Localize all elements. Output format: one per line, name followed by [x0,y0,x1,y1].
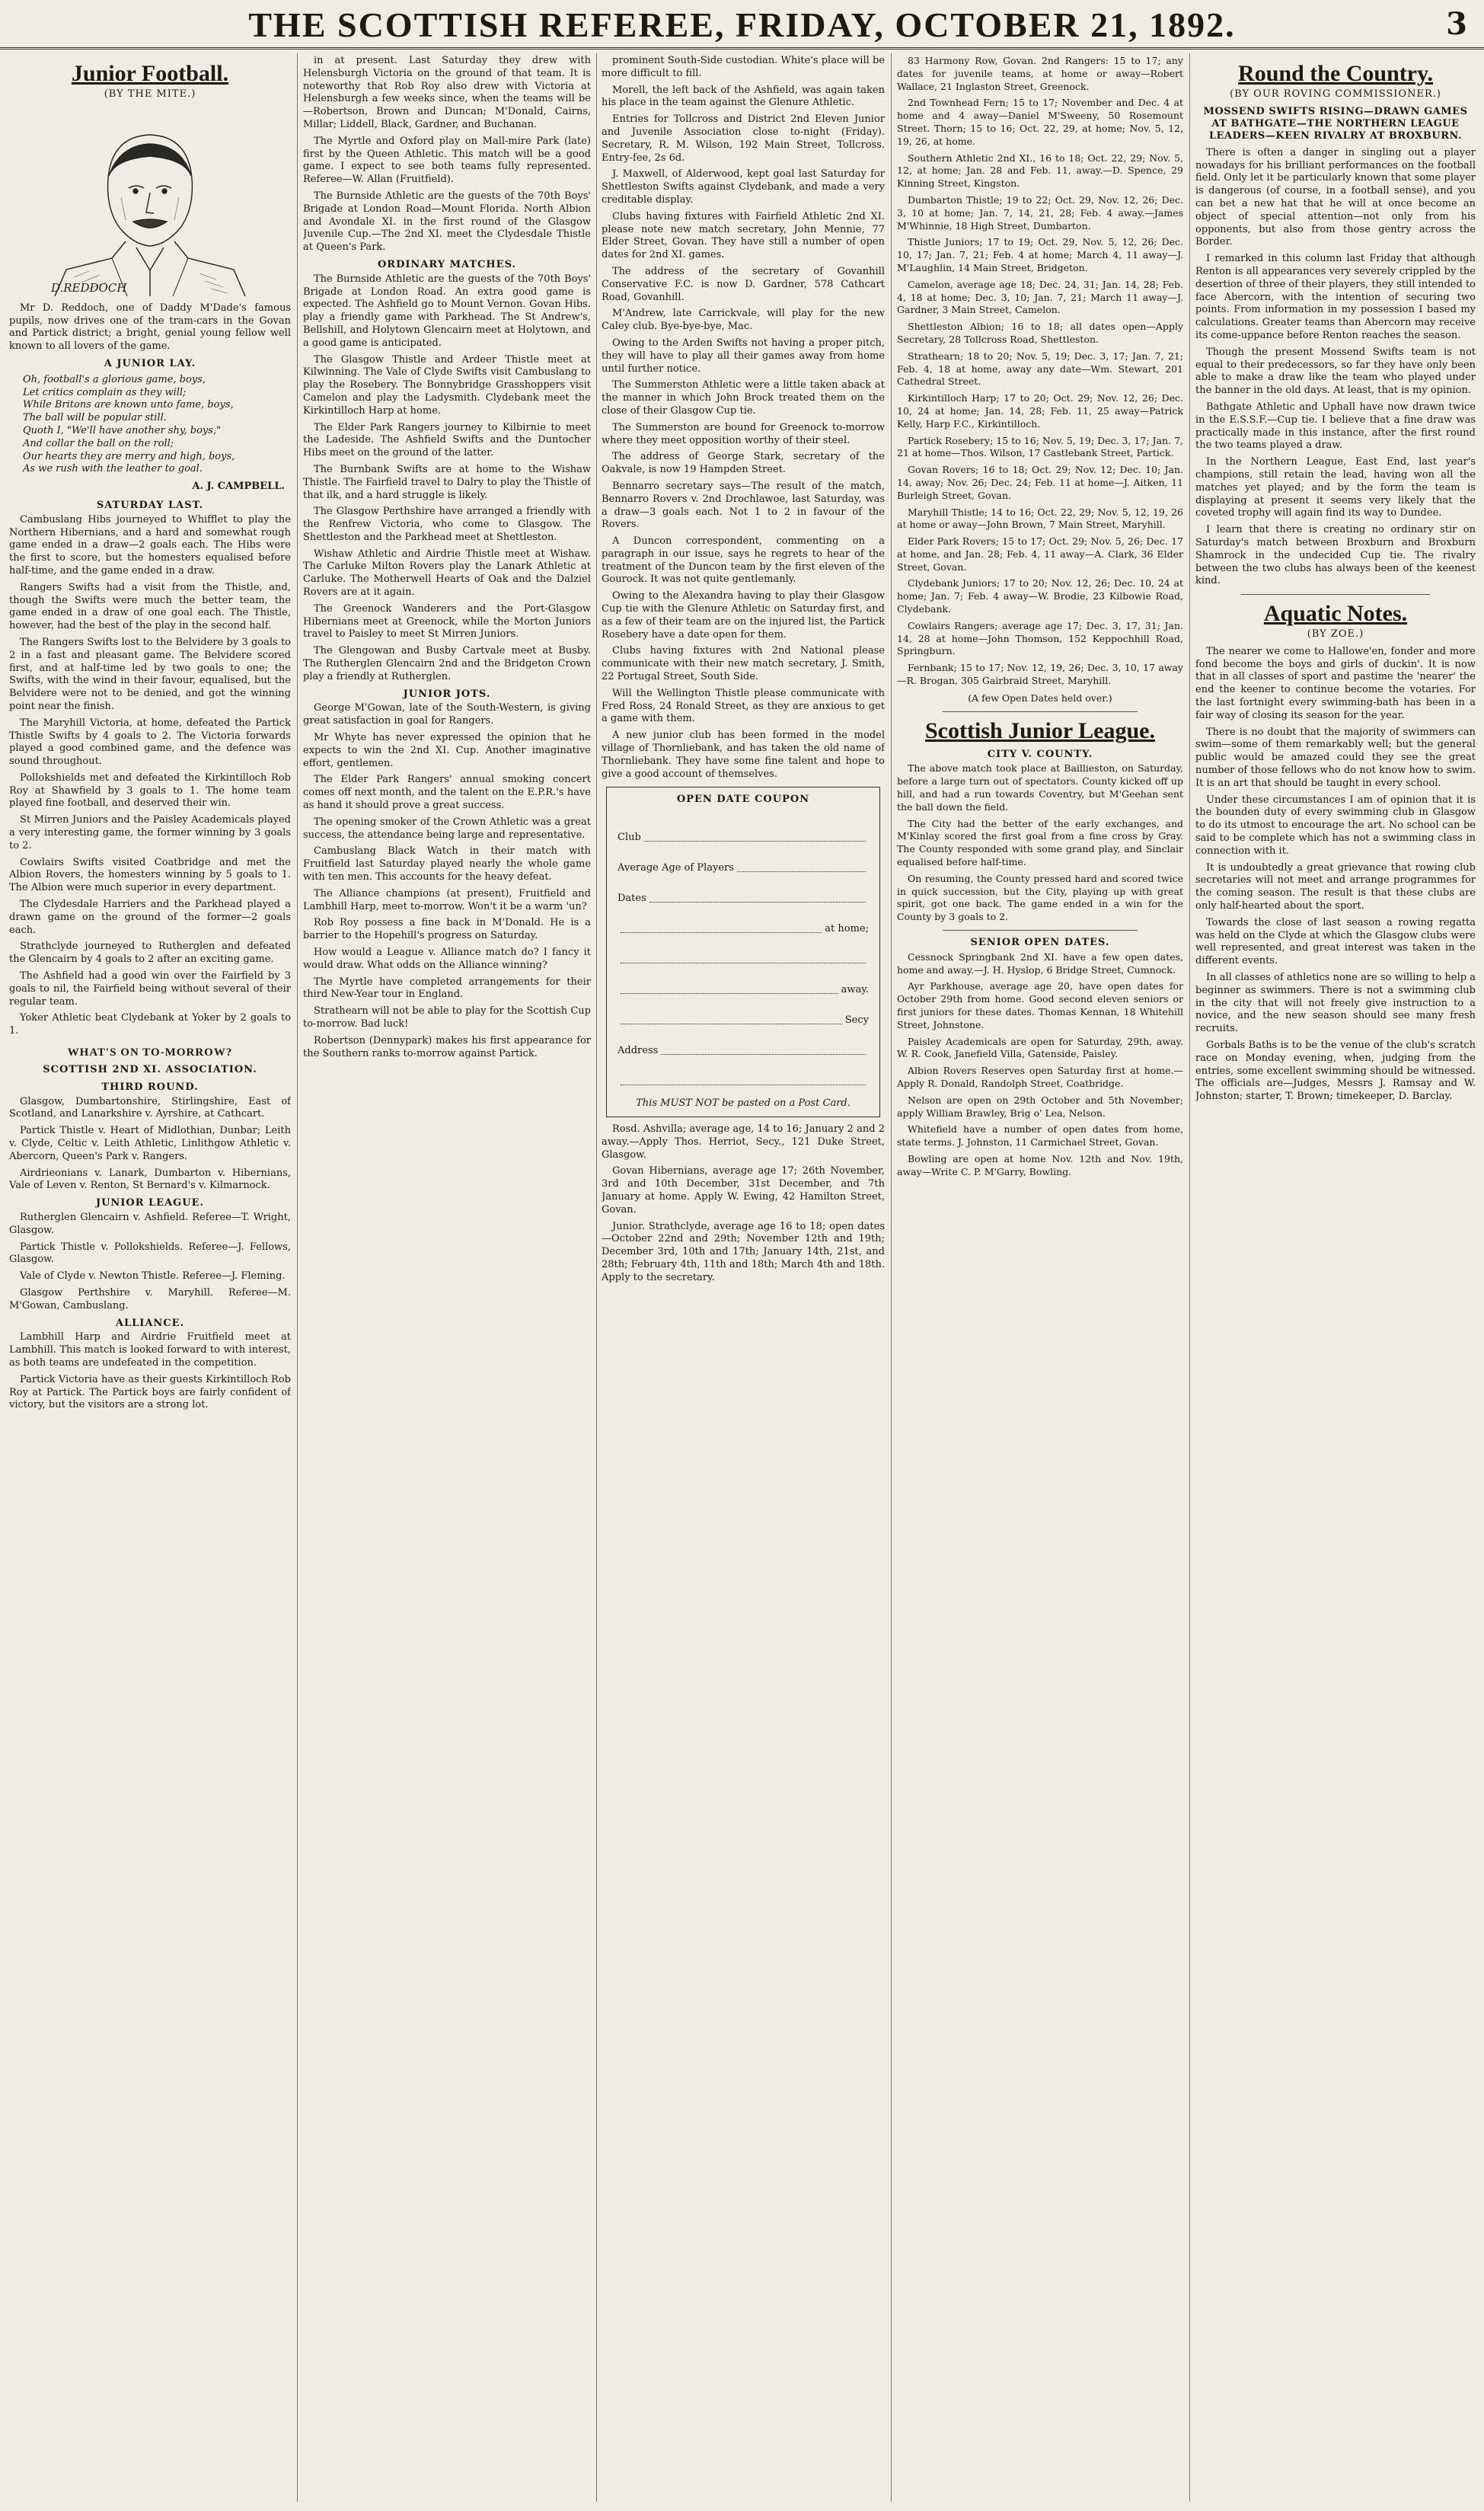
article-paragraph: The Clydesdale Harriers and the Parkhead played a drawn game on the ground of the former—2 goals each. [9,899,291,936]
fixture-paragraph: Partick Thistle v. Heart of Midlothian, Dunbar; Leith v. Clyde, Celtic v. Leith Athletic, Linlithgow Athletic v. Abercorn, Queen's Park v. Rangers. [9,1125,291,1162]
poem [9,374,291,476]
coupon-away-row [618,966,869,997]
article-paragraph: There is often a danger in singling out a player nowadays for his brilliant performances on the football field. Only let it be particularly known that some player is dangerous (of course, in a football sense), and you can bet a new hat that he will at once become an object of special attention—not only from his opponents, but also from those gentry across the Border. [1195,146,1476,248]
open-date-paragraph: Dumbarton Thistle; 19 to 22; Oct. 29, Nov. 12, 26; Dec. 3, 10 at home; Jan. 7, 14, 21, 28; Feb. 4 away.—James M'Whinnie, 18 High Street, Dumbarton. [897,193,1183,232]
article-paragraph: Pollokshields met and defeated the Kirkintilloch Rob Roy at Shawfield by 3 goals to 1. The home team played fine football, and deserved their win. [9,772,291,810]
coupon-address-label: Address [618,1045,659,1057]
column-4 [897,55,1183,2502]
article-paragraph: The above match took place at Baillieston, on Saturday, before a large turn out of spectators. County kicked off up hill, and had a run towards Coventry, but M'Geehan sent the ball down the field. [897,762,1183,813]
aquatic-notes-byline: (BY ZOE.) [1307,628,1364,641]
coupon-secy-label: Secy [844,1014,869,1027]
whats-on-subheading: SCOTTISH 2ND XI. ASSOCIATION. [43,1064,257,1076]
column-rule [891,53,892,2502]
poem-line: Our hearts they are merry and high, boys, [23,450,235,462]
poem-line: The ball will be popular still. [23,412,167,424]
coupon-average-row [618,845,869,875]
coupon-club-field[interactable] [644,841,866,842]
article-paragraph: Clubs having fixtures with 2nd National please communicate with their new match secretary, J. Smith, 22 Portugal Street, South Side. [602,645,885,683]
article-paragraph: Entries for Tollcross and District 2nd Eleven Junior and Juvenile Association close to-night (Friday). Secretary, R. M. Wilson, 192 Main Street, Tollcross. Entry-fee, 2s 6d. [602,113,885,164]
article-paragraph: The Glasgow Thistle and Ardeer Thistle meet at Kilwinning. The Vale of Clyde Swifts visit Cambuslang to play the Rosebery. The Bonnybridge Grasshoppers visit Camelon and play the Ladysmith. Clydebank meet the Kirkintilloch Harp at home. [303,353,591,417]
open-date-paragraph: Paisley Academicals are open for Saturday, 29th, away. W. R. Cook, Janefield Villa, Gatenside, Paisley. [897,1035,1183,1060]
coupon-dates-label: Dates [618,893,646,905]
open-date-paragraph: Camelon, average age 18; Dec. 24, 31; Jan. 14, 28; Feb. 4, 18 at home; Dec. 3, 10; Jan. 7, 21; March 11 away—J. Gardner, 3 Main Street, Camelon. [897,278,1183,316]
coupon-home-row [618,906,869,936]
column-fade [897,2471,1183,2502]
article-paragraph: Cowlairs Swifts visited Coatbridge and met the Albion Rovers, the homesters winning by 5 goals to 1. The Albion were much superior in every department. [9,856,291,894]
article-paragraph: Owing to the Arden Swifts not having a proper pitch, they will have to play all their games away from home until further notice. [602,337,885,375]
jot-paragraph: The opening smoker of the Crown Athletic was a great success, the attendance being large and representative. [303,816,591,841]
poem-line: Let critics complain as they will; [23,386,187,398]
open-date-paragraph: Bowling are open at home Nov. 12th and Nov. 19th, away—Write C. P. M'Garry, Bowling. [897,1152,1183,1177]
junior-football-heading: Junior Football. [71,61,229,86]
poem-line: Oh, football's a glorious game, boys, [23,373,206,385]
poem-title: A JUNIOR LAY. [104,357,196,369]
jot-paragraph: George M'Gowan, late of the South-Western, is giving great satisfaction in goal for Rangers. [303,702,591,727]
article-paragraph: The Burnside Athletic are the guests of the 70th Boys' Brigade at London Road. An extra good game is expected. The Ashfield go to Mount Vernon. Govan Hibs. play a friendly game with Parkhead. The St Andrew's, Bellshill, and Holytown Glencairn meet at Holytown, and a good game is anticipated. [303,273,591,349]
round-the-country-heading: Round the Country. [1238,61,1433,86]
jot-paragraph: The Myrtle have completed arrangements for their third New-Year tour in England. [303,976,591,1001]
article-paragraph: Under these circumstances I am of opinion that it is the bounden duty of every swimming club in Glasgow to do its utmost to encourage the art. No school can be said to be complete which has not a swimming class in connection with it. [1195,794,1476,857]
divider [943,930,1138,931]
coupon-home-label: at home; [825,923,869,935]
poem-signature: A. J. CAMPBELL. [192,481,285,493]
open-date-paragraph: Kirkintilloch Harp; 17 to 20; Oct. 29; Nov. 12, 26; Dec. 10, 24 at home; Jan. 14, 28; Feb. 11, 25 away—Patrick Kelly, Harp F.C., Kirkintilloch. [897,392,1183,430]
article-paragraph: In the Northern League, East End, last year's champions, still retain the lead, having won all the matches yet played; and by the form the team is displaying at present it seems very likely that the coveted trophy will again find its way to Dundee. [1195,456,1476,519]
open-date-coupon [606,787,880,1117]
poem-line: As we rush with the leather to goal. [23,463,203,475]
article-paragraph: The Summerston are bound for Greenock to-morrow where they meet opposition worthy of their steel. [602,421,885,446]
article-paragraph: Bennarro secretary says—The result of the match, Bennarro Rovers v. 2nd Drochlawoe, last Saturday, was a draw—3 goals each. Not 1 to 2 in favour of the Rovers. [602,480,885,531]
article-paragraph: Towards the close of last season a rowing regatta was held on the Clyde at which the Glasgow clubs were well represented, and great interest was taken in the different events. [1195,916,1476,967]
intro-paragraph: Mr D. Reddoch, one of Daddy M'Dade's famous pupils, now drives one of the tram-cars in the Govan and Partick district; a bright, genial young fellow well known to all lovers of the game. [9,302,291,353]
poem-line: While Britons are known unto fame, boys, [23,399,234,411]
held-over-note: (A few Open Dates held over.) [968,692,1112,704]
article-paragraph: The Burnbank Swifts are at home to the Wishaw Thistle. The Fairfield travel to Dalry to play the Thistle of that ilk, and a hard struggle is likely. [303,463,591,501]
article-paragraph: The Burnside Athletic are the guests of the 70th Boys' Brigade at London Road—Mount Florida. North Albion and Avondale XI. in the first round of the Glasgow Juvenile Cup.—The 2nd XI. meet the Clydesdale Thistle at Queen's Park. [303,190,591,254]
jot-paragraph: Strathearn will not be able to play for the Scottish Cup to-morrow. Bad luck! [303,1005,591,1030]
article-paragraph: Morell, the left back of the Ashfield, was again taken his place in the team against the Glenure Athletic. [602,84,885,109]
article-paragraph: Owing to the Alexandra having to play their Glasgow Cup tie with the Glenure Athletic on Saturday first, and as a few of their team are on the injured list, the Partick Rosebery have a date open for them. [602,590,885,641]
article-paragraph: I learn that there is creating no ordinary stir on Saturday's match between Broxburn and Broxburn Shamrock in the undecided Cup tie. The rivalry between the two clubs has always been of the keenest kind. [1195,524,1476,587]
open-date-paragraph: Albion Rovers Reserves open Saturday first at home.—Apply R. Donald, Randolph Street, Coatbridge. [897,1065,1183,1089]
fixture-paragraph: Rutherglen Glencairn v. Ashfield. Referee—T. Wright, Glasgow. [9,1212,291,1236]
coupon-dates-row [618,875,869,906]
coupon-address-row-2 [618,1058,869,1088]
column-rule [1189,53,1190,2502]
alliance-heading: ALLIANCE. [115,1317,185,1329]
article-paragraph: Partick Victoria have as their guests Kirkintilloch Rob Roy at Partick. The Partick boys are fairly confident of victory, but the visitors are a strong lot. [9,1373,291,1411]
article-paragraph: It is undoubtedly a great grievance that rowing club secretaries will not meet and arrange programmes for the coming season. The result is that these clubs are only half-hearted about the sport. [1195,861,1476,912]
coupon-away-label: away. [841,984,869,996]
round-the-country-subhead: MOSSEND SWIFTS RISING—DRAWN GAMES AT BATHGATE—THE NORTHERN LEAGUE LEADERS—KEEN RIVALRY AT BROXBURN. [1203,105,1468,142]
junior-football-byline: (BY THE MITE.) [104,88,196,100]
article-paragraph: prominent South-Side custodian. White's place will be more difficult to fill. [602,55,885,79]
coupon-secy-row [618,997,869,1027]
column-2 [303,55,591,2502]
jot-paragraph: How would a League v. Alliance match do? I fancy it would draw. What odds on the Alliance winning? [303,947,591,971]
senior-open-dates-heading: SENIOR OPEN DATES. [970,937,1110,949]
article-paragraph: Strathclyde journeyed to Rutherglen and defeated the Glencairn by 4 goals to 2 after an exciting game. [9,941,291,966]
article-paragraph: The address of the secretary of Govanhill Conservative F.C. is now D. Gardner, 578 Cathcart Road, Govanhill. [602,265,885,303]
article-paragraph: Clubs having fixtures with Fairfield Athletic 2nd XI. please note new match secretary, John Mennie, 77 Elder Street, Govan. They have still a number of open dates for 2nd XI. games. [602,210,885,261]
article-paragraph: The Rangers Swifts lost to the Belvidere by 3 goals to 2 in a fast and pleasant game. The Belvidere scored first, and at half-time led by two goals to one; the Swifts, with the wind in their favour, equalised, but the Belvidere were not to be denied, and got the winning point near the finish. [9,636,291,712]
masthead-title: THE SCOTTISH REFEREE, FRIDAY, OCTOBER 21, 1892. [248,5,1236,44]
column-fade [9,2471,291,2502]
junior-league-heading: JUNIOR LEAGUE. [95,1197,205,1209]
junior-jots-heading: JUNIOR JOTS. [403,688,491,700]
whats-on-heading: WHAT'S ON TO-MORROW? [67,1046,233,1059]
round-the-country-byline: (BY OUR ROVING COMMISSIONER.) [1230,88,1441,100]
portrait-signature: D.REDDOCH [51,280,127,295]
coupon-average-label: Average Age of Players [618,862,734,874]
aquatic-notes-heading: Aquatic Notes. [1263,601,1408,627]
jot-paragraph: Mr Whyte has never expressed the opinion that he expects to win the 2nd XI. Cup. Another imaginative effort, gentlemen. [303,732,591,769]
coupon-club-row [618,814,869,845]
open-date-paragraph: Elder Park Rovers; 15 to 17; Oct. 29; Nov. 5, 26; Dec. 17 at home, and Jan. 28; Feb. 4, 11 away—A. Clark, 36 Elder Street, Govan. [897,535,1183,573]
column-5 [1195,55,1476,2502]
article-paragraph: A new junior club has been formed in the model village of Thornliebank, and has taken the old name of Thornliebank. They have some fine talent and hope to give a good account of themselves. [602,730,885,780]
open-date-paragraph: Ayr Parkhouse, average age 20, have open dates for October 29th from home. Good second eleven seniors or first juniors for these dates. Thomas Kennan, 18 Whitehill Street, Johnstone. [897,980,1183,1030]
coupon-blank-row [618,936,869,966]
article-paragraph: The Maryhill Victoria, at home, defeated the Partick Thistle Swifts by 4 goals to 2. The Victoria forwards played a good combined game, and the defence was sound throughout. [9,717,291,768]
article-paragraph: Though the present Mossend Swifts team is not equal to their predecessors, so far they have only been able to make a draw like the team who played under the banner in the old days. At least, that is my opinion. [1195,346,1476,397]
article-paragraph: The nearer we come to Hallowe'en, fonder and more fond become the boys and girls of duckin'. It is now that in all classes of sport and pastime the 'nearer' the end the keener to continue become the votaries. For the last fortnight every swimming-bath has been in a fair way of closing its season for the year. [1195,645,1476,721]
open-date-paragraph: Southern Athletic 2nd XI., 16 to 18; Oct. 22, 29; Nov. 5, 12, at home; Jan. 28 and Feb. 11, away.—D. Spence, 29 Kinning Street, Kingston. [897,152,1183,190]
article-paragraph: St Mirren Juniors and the Paisley Academicals played a very interesting game, the former winning by 3 goals to 2. [9,814,291,851]
article-paragraph: Lambhill Harp and Airdrie Fruitfield meet at Lambhill. This match is looked forward to with interest, as both teams are undefeated in the competition. [9,1331,291,1369]
article-paragraph: Gorbals Baths is to be the venue of the club's scratch race on Monday evening, when, judging from the entries, some excellent swimming should be witnessed. The officials are—Judges, Messrs J. Ramsay and W. Johnston; starter, T. Brown; timekeeper, D. Barclay. [1195,1040,1476,1103]
column-rule [596,53,597,2502]
portrait-illustration [36,106,264,296]
article-paragraph: A Duncon correspondent, commenting on a paragraph in our issue, says he regrets to hear of the treatment of the Duncon team by the first eleven of the Gourock. It was not quite gentlemanly. [602,535,885,586]
jot-paragraph: Robertson (Dennypark) makes his first appearance for the Southern ranks to-morrow against Partick. [303,1034,591,1059]
column-fade [1195,2471,1476,2502]
open-date-paragraph: Rosd. Ashvilla; average age, 14 to 16; January 2 and 2 away.—Apply Thos. Herriot, Secy., 121 Duke Street, Glasgow. [602,1123,885,1161]
open-date-paragraph: Govan Rovers; 16 to 18; Oct. 29; Nov. 12; Dec. 10; Jan. 14, away; Nov. 26; Dec. 24; Feb. 11 at home—J. Aitken, 11 Burleigh Street, Govan. [897,464,1183,501]
coupon-note: This MUST NOT be pasted on a Post Card. [636,1097,851,1110]
open-date-paragraph: Whitefield have a number of open dates from home, state terms. J. Johnston, 11 Carmichael Street, Govan. [897,1123,1183,1148]
article-paragraph: Will the Wellington Thistle please communicate with Fred Ross, 24 Ronald Street, as they are anxious to get a game with them. [602,687,885,725]
article-paragraph: Cambuslang Hibs journeyed to Whifflet to play the Northern Hibernians, and a hard and somewhat rough game ended in a draw—2 goals each. The Hibs were the first to score, but the homesters equalised before half-time, and the game ended in a draw. [9,513,291,577]
article-paragraph: Bathgate Athletic and Uphall have now drawn twice in the E.S.S.F.—Cup tie. I believe that a fine draw was practically made in this instance, after the first round the two teams played a draw. [1195,401,1476,452]
fixture-paragraph: Glasgow, Dumbartonshire, Stirlingshire, East of Scotland, and Lanarkshire v. Ayrshire, at Cathcart. [9,1095,291,1120]
coupon-average-field[interactable] [737,871,866,872]
article-paragraph: The Greenock Wanderers and the Port-Glasgow Hibernians meet at Greenock, while the Morton Juniors travel to Paisley to meet St Mirren Juniors. [303,602,591,641]
scottish-junior-league-heading: Scottish Junior League. [925,717,1155,743]
jot-paragraph: The Alliance champions (at present), Fruitfield and Lambhill Harp, meet to-morrow. Won't it be a warm 'un? [303,887,591,912]
column-rule [297,53,298,2502]
article-paragraph: The Myrtle and Oxford play on Mall-mire Park (late) first by the Queen Athletic. This match will be a good game. I expect to see both teams fully represented. Referee—W. Allan (Fruitfield). [303,135,591,186]
open-date-paragraph: Clydebank Juniors; 17 to 20; Nov. 12, 26; Dec. 10, 24 at home; Jan. 7; Feb. 4 away—W. Brodie, 23 Kilbowie Road, Clydebank. [897,577,1183,615]
article-paragraph: The Glasgow Perthshire have arranged a friendly with the Renfrew Victoria, who come to Glasgow. The Shettleston and the Parkhead meet at Shettleston. [303,506,591,543]
article-paragraph: in at present. Last Saturday they drew with Helensburgh Victoria on the ground of that team. It is noteworthy that Rob Roy also drew with Victoria at Helensburgh a few weeks since, when the teams will be—Robertson, Brown and Duncan; M'Donald, Cairns, Millar; Liddell, Black, Gardner, and Buchanan. [303,55,591,130]
fixture-paragraph: Partick Thistle v. Pollokshields. Referee—J. Fellows, Glasgow. [9,1241,291,1266]
article-paragraph: The Ashfield had a good win over the Fairfield by 3 goals to nil, the Fairfield being without several of their regular team. [9,970,291,1008]
article-paragraph: The address of George Stark, secretary of the Oakvale, is now 19 Hampden Street. [602,451,885,476]
open-date-paragraph: Cowlairs Rangers; average age 17; Dec. 3, 17, 31; Jan. 14, 28 at home—John Thomson, 152 Keppochhill Road, Springburn. [897,619,1183,657]
article-paragraph: Rangers Swifts had a visit from the Thistle, and, though the Swifts were much the better team, the game ended in a draw of one goal each. The Thistle, however, had the best of the play in the second half. [9,581,291,632]
article-paragraph: The Glengowan and Busby Cartvale meet at Busby. The Rutherglen Glencairn 2nd and the Bridgeton Crown play a friendly at Rutherglen. [303,645,591,682]
column-1 [9,55,291,2502]
column-fade [303,2471,591,2502]
open-date-paragraph: Maryhill Thistle; 14 to 16; Oct. 22, 29; Nov. 5, 12, 19, 26 at home or away—John Brown, 7 Main Street, Maryhill. [897,506,1183,531]
coupon-club-label: Club [618,832,641,844]
open-date-paragraph: 2nd Townhead Fern; 15 to 17; November and Dec. 4 at home and 4 away—Daniel M'Sweeny, 50 Rosemount Street. Thorn; 15 to 16; Oct. 22, 29, at home; Nov. 5, 12, 19, 26, at home. [897,97,1183,147]
open-date-paragraph: Junior. Strathclyde, average age 16 to 18; open dates—October 22nd and 29th; November 12th and 19th; December 3rd, 10th and 17th; January 14th, 21st, and 28th; February 4th, 11th and 18th; March 4th and 18th. Apply to the secretary. [602,1220,885,1283]
jot-paragraph: Cambuslang Black Watch in their match with Fruitfield last Saturday played nearly the whole game with ten men. This accounts for the heavy defeat. [303,845,591,883]
coupon-away-field[interactable] [621,993,838,994]
article-paragraph: Yoker Athletic beat Clydebank at Yoker by 2 goals to 1. [9,1012,291,1037]
article-paragraph: On resuming, the County pressed hard and scored twice in quick succession, but the City, playing up with great spirit, got one back. The game ended in a win for the County by 3 goals to 2. [897,872,1183,923]
jot-paragraph: Rob Roy possess a fine back in M'Donald. He is a barrier to the Hopehill's progress on Saturday. [303,917,591,942]
open-date-paragraph: Strathearn; 18 to 20; Nov. 5, 19; Dec. 3, 17; Jan. 7, 21; Feb. 4, 18 at home, away any date—Wm. Stewart, 201 Cathedral Street. [897,350,1183,388]
ordinary-matches-heading: ORDINARY MATCHES. [377,258,517,270]
article-paragraph: I remarked in this column last Friday that although Renton is all appearances very severely crippled by the desertion of three of their players, they still intended to face Abercorn, with the intention of securing two points. From information in my possession I based my calculations. Greater teams than Abercorn may receive its come-uppance before Renton reaches the season. [1195,253,1476,341]
coupon-address-field[interactable] [661,1054,866,1055]
open-date-paragraph: 83 Harmony Row, Govan. 2nd Rangers: 15 to 17; any dates for juvenile teams, at home or away—Robert Wallace, 21 Inglaston Street, Greenock. [897,55,1183,92]
divider [1241,594,1430,595]
coupon-home-field[interactable] [621,932,822,933]
open-date-paragraph: Cessnock Springbank 2nd XI. have a few open dates, home and away.—J. H. Hyslop, 6 Bridge Street, Cumnock. [897,950,1183,976]
open-date-paragraph: Nelson are open on 29th October and 5th November; apply William Brawley, Brig o' Lea, Nelson. [897,1094,1183,1119]
open-date-paragraph: Govan Hibernians, average age 17; 26th November, 3rd and 10th December, 31st December, and 7th January at home. Apply W. Ewing, 42 Hamilton Street, Govan. [602,1165,885,1216]
poem-line: Quoth I, "We'll have another shy, boys," [23,424,222,436]
article-paragraph: J. Maxwell, of Alderwood, kept goal last Saturday for Shettleston Swifts against Clydebank, and made a very creditable display. [602,168,885,206]
coupon-address-row [618,1027,869,1058]
article-paragraph: There is no doubt that the majority of swimmers can swim—some of them remarkably well; but the general public would be amazed could they see the great number of those fellows who do not know how to swim. It is an art that should be taught in every school. [1195,726,1476,789]
open-date-paragraph: Fernbank; 15 to 17; Nov. 12, 19, 26; Dec. 3, 10, 17 away—R. Brogan, 305 Gairbraid Street, Maryhill. [897,662,1183,687]
fixture-paragraph: Glasgow Perthshire v. Maryhill. Referee—M. M'Gowan, Cambuslang. [9,1286,291,1311]
fixture-paragraph: Vale of Clyde v. Newton Thistle. Referee—J. Fleming. [20,1270,286,1283]
coupon-title: OPEN DATE COUPON [676,794,810,806]
jot-paragraph: The Elder Park Rangers' annual smoking concert comes off next month, and the talent on the E.P.R.'s have as hand it should prove a great success. [303,774,591,812]
poem-line: And collar the ball on the roll; [23,437,174,449]
open-date-paragraph: Shettleston Albion; 16 to 18; all dates open—Apply Secretary, 28 Tollcross Road, Shettleston. [897,321,1183,345]
saturday-last-heading: SATURDAY LAST. [96,499,204,511]
fixture-paragraph: Airdrieonians v. Lanark, Dumbarton v. Hibernians, Vale of Leven v. Renton, St Bernard's v. Kilmarnock. [9,1167,291,1192]
city-v-county-heading: CITY V. COUNTY. [987,748,1093,760]
masthead [0,0,1484,50]
article-paragraph: In all classes of athletics none are so willing to help a beginner as swimmers. There is not a swimming club in the city that will not freely give instruction to a novice, and the new season should see many fresh recruits. [1195,972,1476,1035]
divider [943,711,1138,712]
article-paragraph: M'Andrew, late Carrickvale, will play for the new Caley club. Bye-bye-bye, Mac. [602,308,885,333]
article-paragraph: The Elder Park Rangers journey to Kilbirnie to meet the Ladeside. The Ashfield Swifts and the Duntocher Hibs meet on the ground of the latter. [303,421,591,459]
article-paragraph: The City had the better of the early exchanges, and M'Kinlay scored the first goal from a fine cross by Gray. The County responded with some grand play, and Sinclair equalised before half-time. [897,817,1183,868]
open-date-paragraph: Partick Rosebery; 15 to 16; Nov. 5, 19; Dec. 3, 17; Jan. 7, 21 at home—Thos. Wilson, 17 Castlebank Street, Partick. [897,434,1183,459]
column-fade [602,2471,885,2502]
third-round-heading: THIRD ROUND. [101,1081,199,1093]
open-date-paragraph: Thistle Juniors; 17 to 19; Oct. 29, Nov. 5, 12, 26; Dec. 10, 17; Jan. 7, 21; Feb. 4 at home; March 4, 11 away—J. M'Laughlin, 14 Main Street, Bridgeton. [897,236,1183,273]
article-paragraph: Wishaw Athletic and Airdrie Thistle meet at Wishaw. The Carluke Milton Rovers play the Lanark Athletic at Carluke. The Motherwell Hearts of Oak and the Dalziel Rovers are at it again. [303,548,591,599]
page-number: 3 [1446,6,1467,42]
article-paragraph: The Summerston Athletic were a little taken aback at the manner in which John Brock treated them on the close of their Glasgow Cup tie. [602,379,885,417]
column-3 [602,55,885,2502]
